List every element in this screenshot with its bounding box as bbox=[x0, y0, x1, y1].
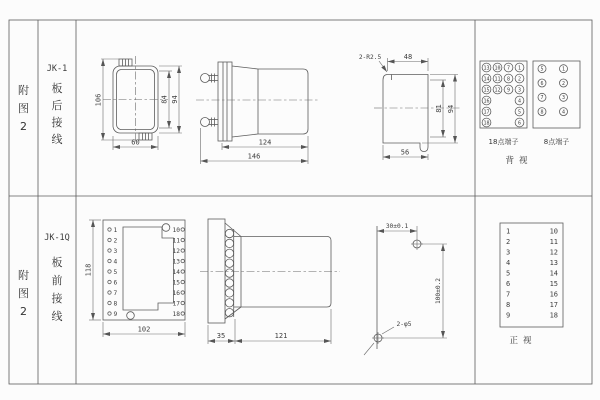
terminal-number: 8 bbox=[540, 109, 544, 116]
dim-label-hole-spacing-x: 30±0.1 bbox=[385, 223, 409, 230]
wiring-caption-char: 线 bbox=[51, 133, 63, 146]
dim-label-case-depth: 124 bbox=[258, 138, 272, 147]
dim-label-height: 118 bbox=[84, 263, 93, 277]
terminal-number: 12 bbox=[172, 248, 180, 255]
terminal-number: 17 bbox=[172, 300, 180, 308]
terminal-number: 6 bbox=[540, 80, 544, 87]
wiring-caption-char: 线 bbox=[51, 310, 63, 323]
fig-caption-char: 2 bbox=[20, 305, 27, 318]
case-body bbox=[232, 66, 308, 137]
fig-caption-char: 图 bbox=[18, 287, 29, 300]
terminal-number: 15 bbox=[483, 87, 490, 94]
terminal-number: 9 bbox=[506, 87, 511, 94]
terminal-number: 9 bbox=[113, 311, 118, 318]
terminal-number: 11 bbox=[172, 237, 180, 245]
dim-label-inner-height: 84 bbox=[160, 95, 169, 104]
table-border bbox=[9, 20, 592, 384]
terminal-number: 4 bbox=[517, 98, 522, 105]
table-number: 18 bbox=[549, 311, 558, 320]
mounting-hole bbox=[162, 224, 170, 232]
table-number: 12 bbox=[549, 248, 558, 257]
table-number: 9 bbox=[506, 311, 511, 320]
wiring-caption-char: 板 bbox=[51, 256, 63, 269]
terminal-number: 2 bbox=[113, 237, 118, 245]
table-number: 10 bbox=[549, 227, 558, 236]
terminal-number: 11 bbox=[494, 76, 501, 83]
front-plate bbox=[208, 219, 225, 323]
table-grid bbox=[9, 20, 592, 384]
hole-note: 2-φ5 bbox=[396, 321, 412, 328]
terminal-number: 15 bbox=[172, 279, 180, 287]
terminal-screw bbox=[225, 289, 233, 297]
terminal-screw bbox=[225, 299, 233, 307]
table-number: 8 bbox=[506, 301, 511, 309]
row1-captions bbox=[18, 64, 67, 146]
cutout-outline bbox=[383, 75, 428, 152]
terminal-number: 1 bbox=[561, 66, 566, 73]
terminal-screw bbox=[225, 239, 233, 247]
dim-label-width: 60 bbox=[131, 138, 140, 147]
table-number: 1 bbox=[506, 227, 511, 236]
fig-caption-char: 2 bbox=[20, 120, 27, 133]
terminal-number: 4 bbox=[113, 258, 118, 266]
front-view-label: 正视 bbox=[509, 336, 537, 346]
terminal-number: 13 bbox=[172, 258, 180, 266]
terminal18-label: 18点端子 bbox=[488, 138, 519, 146]
terminal-number: 5 bbox=[113, 269, 118, 276]
table-number: 5 bbox=[506, 269, 511, 278]
terminal-number: 7 bbox=[113, 290, 118, 297]
terminal-number: 1 bbox=[113, 227, 118, 234]
dim-label-total-depth: 146 bbox=[247, 152, 261, 161]
terminal-number: 6 bbox=[517, 120, 522, 127]
table-number: 11 bbox=[549, 238, 558, 246]
wiring-caption-char: 接 bbox=[51, 292, 63, 305]
dim-label-inner-height: 81 bbox=[435, 104, 443, 113]
terminal-number: 7 bbox=[540, 95, 544, 102]
jk1-front-view bbox=[101, 56, 182, 150]
row2-captions bbox=[18, 233, 70, 323]
terminal-screw bbox=[201, 118, 210, 127]
flange-plate bbox=[218, 62, 232, 141]
model-label: JK-1Q bbox=[44, 233, 70, 243]
wiring-caption-char: 后 bbox=[51, 99, 63, 112]
dim-label-bottom-width: 56 bbox=[400, 148, 410, 157]
terminal-number: 8 bbox=[506, 76, 511, 83]
terminal-number: 6 bbox=[113, 279, 118, 287]
terminal-number: 14 bbox=[483, 76, 490, 83]
terminal-number: 14 bbox=[172, 269, 180, 276]
terminal-number: 5 bbox=[540, 66, 544, 73]
terminal-number: 18 bbox=[172, 311, 180, 318]
terminal-number: 4 bbox=[561, 109, 566, 116]
back-view-label: 背视 bbox=[505, 156, 533, 166]
terminal-number: 7 bbox=[506, 65, 511, 72]
jk1q-side-view bbox=[200, 219, 340, 344]
fig-caption-char: 图 bbox=[18, 102, 29, 115]
table-number: 13 bbox=[549, 259, 558, 267]
terminal-diagram-18-numbers bbox=[483, 65, 521, 126]
wiring-caption-char: 接 bbox=[51, 116, 63, 129]
terminal-number: 13 bbox=[483, 65, 490, 72]
terminal-number: 10 bbox=[172, 227, 180, 234]
terminal-number: 8 bbox=[113, 300, 118, 308]
dim-label-case-depth: 121 bbox=[274, 332, 288, 340]
terminal-number-table-values bbox=[506, 228, 558, 320]
jk1q-front-view bbox=[89, 220, 185, 337]
dim-label-hole-spacing-y: 100±0.2 bbox=[435, 277, 442, 305]
jk1-side-view bbox=[196, 62, 318, 164]
terminal-number: 12 bbox=[494, 87, 501, 94]
terminal-screw bbox=[225, 259, 233, 267]
table-number: 2 bbox=[506, 238, 511, 246]
wiring-caption-char: 前 bbox=[51, 274, 63, 287]
dim-label-outer-height: 94 bbox=[447, 104, 455, 114]
terminal-number: 17 bbox=[483, 109, 490, 116]
terminal-number: 3 bbox=[517, 87, 522, 94]
terminal-number: 3 bbox=[561, 95, 566, 102]
model-label: JK-1 bbox=[46, 64, 68, 74]
terminal-number: 2 bbox=[561, 80, 566, 87]
plug-keyway-outline bbox=[123, 227, 174, 310]
terminal-number: 18 bbox=[483, 120, 490, 127]
terminal-screw bbox=[225, 229, 233, 237]
terminal-number: 16 bbox=[483, 98, 490, 105]
dim-label-total-height: 106 bbox=[94, 93, 103, 107]
hole-leader bbox=[382, 327, 394, 334]
radius-leader bbox=[379, 61, 387, 72]
table-number: 6 bbox=[506, 280, 511, 288]
fig-caption-char: 附 bbox=[18, 84, 29, 97]
terminal-screw bbox=[201, 74, 210, 83]
dim-label-width: 102 bbox=[137, 325, 151, 334]
terminal-number: 1 bbox=[517, 65, 522, 72]
corner-radius-note: 2-R2.5 bbox=[358, 54, 382, 61]
table-number: 7 bbox=[506, 290, 511, 299]
terminal-number: 2 bbox=[517, 76, 522, 83]
terminal-screw bbox=[225, 249, 233, 257]
hole-leader bbox=[364, 343, 374, 355]
table-number: 3 bbox=[506, 248, 511, 257]
table-number: 17 bbox=[549, 301, 558, 309]
table-number: 15 bbox=[549, 280, 558, 288]
table-number: 4 bbox=[506, 259, 511, 267]
dim-label-top-width: 48 bbox=[403, 53, 413, 61]
jk1q-front-terminal-numbers bbox=[114, 227, 181, 318]
terminal-number: 10 bbox=[494, 65, 501, 72]
dim-label-plate: 35 bbox=[216, 332, 226, 340]
terminal-screw bbox=[225, 279, 233, 287]
terminal-number: 5 bbox=[517, 109, 522, 116]
mounting-hole bbox=[127, 312, 135, 320]
terminal-screw bbox=[225, 269, 233, 277]
table-number: 14 bbox=[549, 269, 558, 278]
terminal8-label: 8点端子 bbox=[543, 138, 570, 146]
dim-label-outer-height: 94 bbox=[171, 95, 179, 104]
terminal-number: 16 bbox=[172, 290, 180, 297]
table-number: 16 bbox=[549, 290, 558, 299]
terminal-number: 3 bbox=[113, 248, 118, 255]
wiring-caption-char: 板 bbox=[51, 82, 63, 95]
fig-caption-char: 附 bbox=[18, 269, 29, 282]
